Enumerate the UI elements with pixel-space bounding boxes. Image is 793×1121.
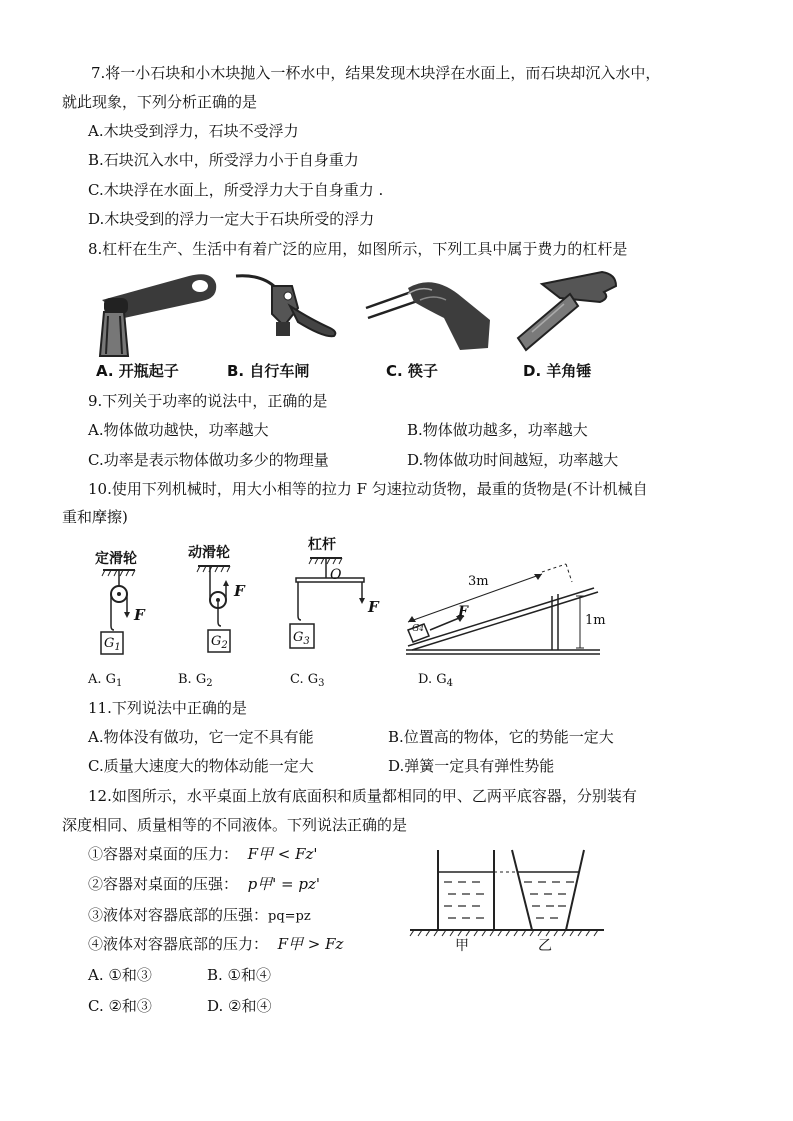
q9-stem: 9.下列关于功率的说法中，正确的是: [88, 392, 328, 410]
q10-stem-line2: 重和摩擦): [62, 508, 128, 526]
bicycle-brake-image: [232, 266, 350, 358]
q12-stem-line2: 深度相同、质量相等的不同液体。下列说法正确的是: [62, 816, 408, 834]
q7-option-a: A.木块受到浮力，石块不受浮力: [88, 122, 299, 140]
q10-option-c: C. $G_3$: [290, 672, 325, 689]
g4-block-label: G4: [412, 624, 424, 634]
g3-block-label: $G_3$: [293, 630, 310, 647]
q12-stem-line1: 12.如图所示，水平桌面上放有底面积和质量都相同的甲、乙两平底容器，分别装有: [88, 787, 637, 805]
q11-option-c: C.质量大速度大的物体动能一定大: [88, 757, 314, 775]
bottle-opener-image: [94, 268, 224, 358]
g2-block-label: $G_2$: [211, 634, 228, 651]
lever-pivot-label: O: [330, 567, 342, 583]
q9-option-d: D.物体做功时间越短，功率越大: [407, 451, 619, 469]
lever-force-label: F: [368, 598, 379, 616]
fixed-pulley-force-label: F: [134, 606, 145, 624]
q10-option-a: A. $G_1$: [88, 672, 123, 689]
q11-option-d: D.弹簧一定具有弹性势能: [388, 757, 555, 775]
q12-option-c: C. ②和③: [88, 997, 152, 1015]
g1-block-label: $G_1$: [104, 636, 121, 653]
q12-item-2: ②容器对桌面的压强： p甲' = pz': [88, 875, 321, 893]
incline-force-label: F: [458, 604, 468, 620]
q11-stem: 11.下列说法中正确的是: [88, 699, 247, 717]
q9-option-a: A.物体做功越快，功率越大: [88, 421, 269, 439]
q10-option-b: B. $G_2$: [178, 672, 213, 689]
q9-option-b: B.物体做功越多，功率越大: [407, 421, 588, 439]
incline-length-label: 3m: [468, 574, 489, 589]
q12-option-b: B. ①和④: [207, 966, 272, 984]
q7-option-b: B.石块沉入水中，所受浮力小于自身重力: [88, 151, 359, 169]
q10-option-d: D. $G_4$: [418, 672, 453, 689]
q7-stem-line1: 7.将一小石块和小木块抛入一杯水中，结果发现木块浮在水面上，而石块却沉入水中，: [91, 64, 661, 82]
q8-option-b: B. 自行车闸: [227, 362, 310, 380]
q7-option-d: D.木块受到的浮力一定大于石块所受的浮力: [88, 210, 375, 228]
q7-option-c: C.木块浮在水面上，所受浮力大于自身重力 .: [88, 181, 384, 199]
lever-label: 杠杆: [308, 537, 336, 553]
q9-option-c: C.功率是表示物体做功多少的物理量: [88, 451, 329, 469]
movable-pulley-force-label: F: [234, 582, 245, 600]
q12-option-a: A. ①和③: [88, 966, 152, 984]
q12-item-4: ④液体对容器底部的压力： F甲 > Fz: [88, 935, 344, 953]
incline-height-label: 1m: [585, 613, 606, 628]
movable-pulley-label: 动滑轮: [188, 545, 230, 561]
q12-option-d: D. ②和④: [207, 997, 272, 1015]
q10-stem-line1: 10.使用下列机械时，用大小相等的拉力 F 匀速拉动货物，最重的货物是(不计机械自: [88, 480, 648, 498]
q11-option-a: A.物体没有做功，它一定不具有能: [88, 728, 314, 746]
q12-item-3: ③液体对容器底部的压强：pq=pz: [88, 906, 311, 924]
fixed-pulley-label: 定滑轮: [95, 551, 137, 567]
q11-option-b: B.位置高的物体，它的势能一定大: [388, 728, 614, 746]
container-jia-label: 甲: [455, 938, 469, 954]
q12-item-1: ①容器对桌面的压力： F甲 < Fz': [88, 845, 318, 863]
chopsticks-image: [362, 268, 497, 356]
q8-option-a: A. 开瓶起子: [96, 362, 179, 380]
q8-option-d: D. 羊角锤: [523, 362, 592, 380]
q7-stem-line2: 就此现象，下列分析正确的是: [62, 93, 258, 111]
q8-option-c: C. 筷子: [386, 362, 438, 380]
claw-hammer-image: [512, 268, 622, 358]
inclined-plane-diagram: [402, 556, 607, 660]
container-yi-label: 乙: [538, 938, 552, 954]
two-containers-diagram: [408, 846, 608, 946]
q8-stem: 8.杠杆在生产、生活中有着广泛的应用，如图所示，下列工具中属于费力的杠杆是: [88, 240, 628, 258]
